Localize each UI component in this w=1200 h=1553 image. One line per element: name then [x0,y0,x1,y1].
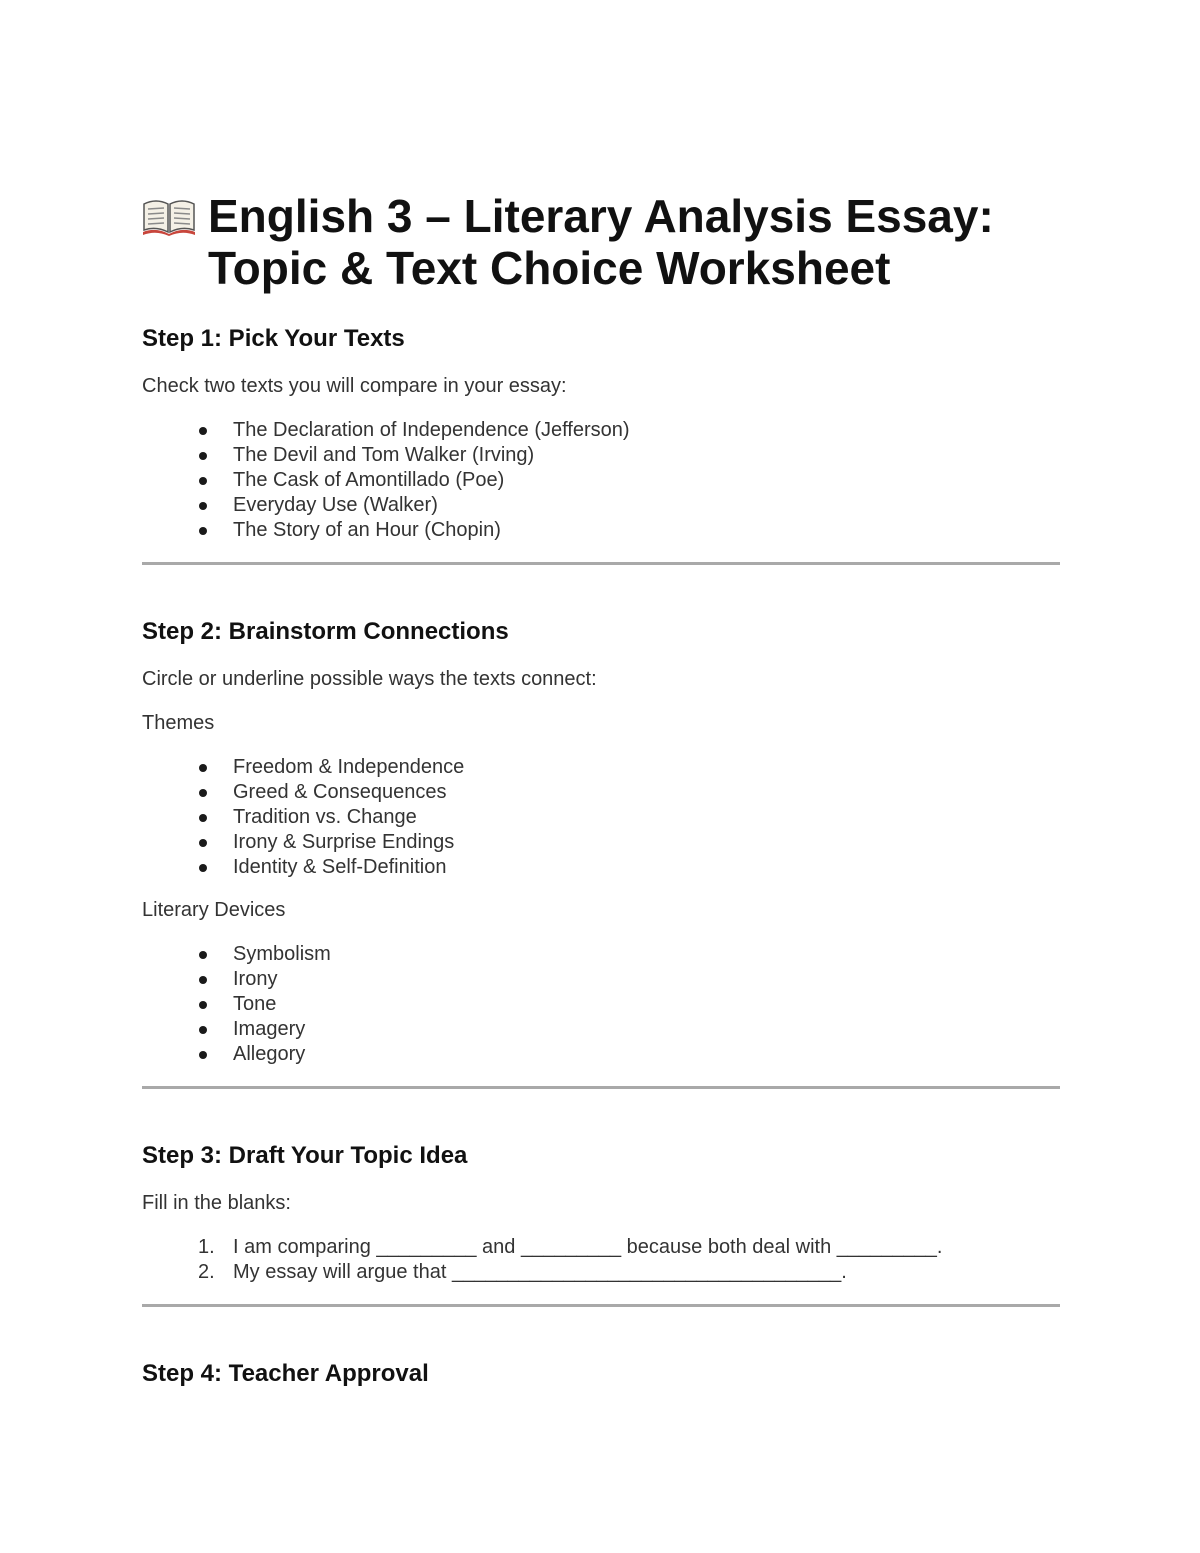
bullet-icon [199,814,207,822]
bullet-icon [199,502,207,510]
bullet-icon [199,1026,207,1034]
step2-instruction: Circle or underline possible ways the texts connect: [142,668,597,690]
list-item: Imagery [142,1017,1060,1042]
list-item: The Devil and Tom Walker (Irving) [142,443,1060,468]
bullet-icon [199,839,207,847]
step1-instruction: Check two texts you will compare in your essay: [142,375,567,397]
bullet-icon [199,527,207,535]
devices-label: Literary Devices [142,899,286,921]
themes-label: Themes [142,712,215,734]
list-item: Irony [142,967,1060,992]
section-divider [142,1086,1060,1089]
step1-heading: Step 1: Pick Your Texts [142,325,405,352]
open-book-icon [142,196,196,236]
devices-list [142,942,1060,1067]
list-item: Allegory [142,1042,1060,1067]
step3-heading: Step 3: Draft Your Topic Idea [142,1142,468,1169]
step3-prompt-list [142,1235,1060,1285]
step4-heading: Step 4: Teacher Approval [142,1360,429,1387]
bullet-icon [199,477,207,485]
worksheet-page [142,190,1060,1389]
list-item: The Declaration of Independence (Jefferson) [142,418,1060,443]
bullet-icon [199,1051,207,1059]
bullet-icon [199,789,207,797]
bullet-icon [199,864,207,872]
worksheet-title [142,190,1060,294]
list-item: Tone [142,992,1060,1017]
bullet-icon [199,427,207,435]
bullet-icon [199,951,207,959]
list-item: Irony & Surprise Endings [142,830,1060,855]
section-divider [142,1304,1060,1307]
section-divider [142,562,1060,565]
step2-heading: Step 2: Brainstorm Connections [142,618,509,645]
bullet-icon [199,452,207,460]
step3-instruction: Fill in the blanks: [142,1192,291,1214]
list-item: 1. I am comparing _________ and _________ because both deal with _________. [198,1236,943,1258]
list-item: Tradition vs. Change [142,805,1060,830]
step1-text-list [142,418,1060,543]
list-item: Freedom & Independence [142,755,1060,780]
list-item: The Cask of Amontillado (Poe) [142,468,1060,493]
bullet-icon [199,976,207,984]
list-item: Symbolism [142,942,1060,967]
bullet-icon [199,764,207,772]
list-item: Everyday Use (Walker) [142,493,1060,518]
bullet-icon [199,1001,207,1009]
title-text: English 3 – Literary Analysis Essay: Topic & Text Choice Worksheet [208,190,994,294]
themes-list [142,755,1060,880]
list-item: Identity & Self-Definition [142,855,1060,880]
list-item: 2. My essay will argue that ___________________________________. [198,1261,847,1283]
list-item: Greed & Consequences [142,780,1060,805]
list-item: The Story of an Hour (Chopin) [142,518,1060,543]
